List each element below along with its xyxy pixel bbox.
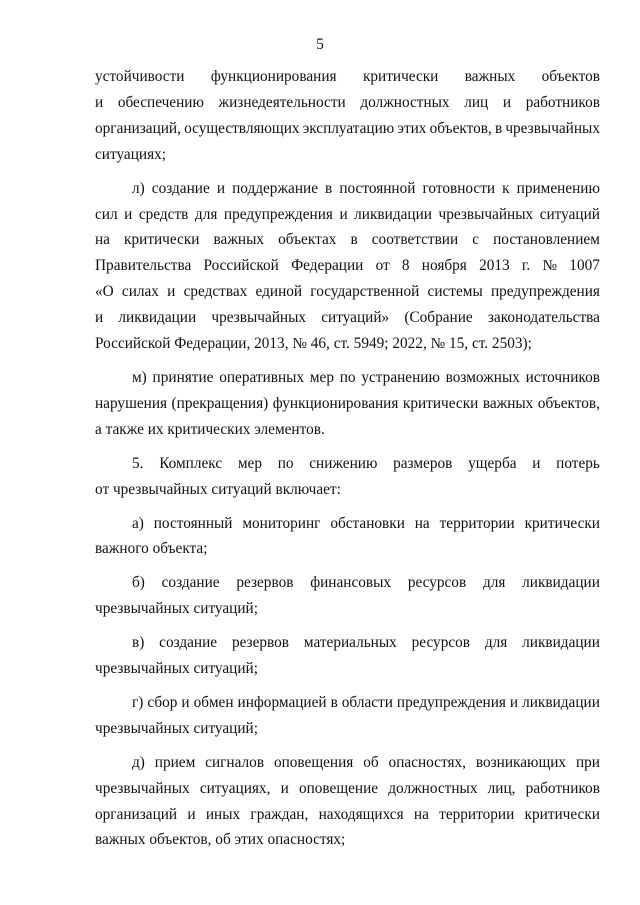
word: поддержание — [232, 179, 318, 197]
word: чрезвычайных — [438, 205, 534, 223]
paragraph-p_d — [95, 750, 600, 854]
word: г. — [521, 257, 531, 275]
text-line — [95, 176, 600, 202]
word: (прекращения) — [171, 394, 269, 412]
word: а) — [132, 514, 144, 532]
word: применению — [516, 179, 600, 197]
text-line: от чрезвычайных ситуаций включает: — [95, 480, 341, 498]
word: возникающих — [475, 753, 567, 771]
word: в — [330, 693, 338, 711]
word: чрезвычайных — [95, 779, 190, 797]
word: постоянной — [339, 179, 416, 197]
word: (Собрание — [404, 309, 473, 327]
word: критически — [362, 68, 439, 85]
text-line — [95, 64, 600, 90]
word: материальных — [303, 634, 397, 652]
word: для — [194, 205, 218, 223]
word: Правительства — [95, 257, 192, 275]
word: информацией — [237, 693, 327, 711]
word: критически — [402, 394, 479, 412]
word: возможных — [445, 368, 520, 386]
word: ликвидации — [354, 205, 432, 223]
word: источников — [525, 368, 600, 386]
word: и — [181, 693, 190, 711]
word: системы — [427, 283, 483, 301]
word: с — [472, 231, 480, 249]
word: ноября — [421, 257, 467, 275]
paragraph-p_a — [95, 511, 600, 563]
word: 8 — [401, 257, 410, 275]
paragraph-p_m — [95, 365, 600, 443]
text-line — [95, 570, 600, 596]
word: постоянный — [153, 514, 233, 532]
text-line — [95, 451, 600, 477]
paragraph-p_5 — [95, 451, 600, 503]
word: создание — [159, 634, 218, 652]
word: организаций, — [95, 119, 181, 137]
word: средств — [138, 205, 189, 223]
text-line: ситуациях; — [95, 145, 167, 163]
word: граждан, — [250, 805, 309, 823]
word: и — [95, 309, 104, 327]
word: мониторинг — [242, 514, 321, 532]
text-line — [95, 116, 600, 142]
word: ресурсов — [411, 634, 471, 652]
word: единой — [255, 283, 303, 301]
document-body — [95, 64, 600, 861]
word: ликвидации — [522, 574, 600, 592]
word: объектов, — [537, 394, 600, 412]
word: и — [280, 779, 289, 797]
word: работников — [525, 779, 600, 797]
word: б) — [132, 574, 145, 592]
word: г) — [132, 693, 144, 711]
word: Российской — [203, 257, 279, 275]
word: и — [187, 805, 196, 823]
text-line — [95, 90, 600, 116]
word: обмен — [193, 693, 234, 711]
word: соответствии — [371, 231, 459, 249]
word: устранению — [361, 368, 440, 386]
word: ресурсов — [407, 574, 467, 592]
word: и — [216, 179, 225, 197]
text-line — [95, 253, 600, 279]
word: критически — [524, 805, 600, 823]
word: размеров — [393, 454, 453, 472]
word: этих — [397, 119, 427, 137]
word: в) — [132, 634, 145, 652]
word: для — [482, 574, 506, 592]
word: оповещение — [298, 779, 379, 797]
word: на — [95, 231, 110, 249]
word: ущерба — [468, 454, 517, 472]
word: «О — [95, 283, 114, 301]
word: предупреждения — [396, 693, 506, 711]
word: эксплуатацию — [302, 119, 395, 137]
text-line — [95, 630, 600, 656]
word: предупреждения — [223, 205, 333, 223]
text-line — [95, 511, 600, 537]
word: сил — [95, 205, 118, 223]
text-line — [95, 391, 600, 417]
word: Федерации — [291, 257, 364, 275]
word: чрезвычайных — [505, 119, 600, 137]
word: оперативных — [219, 368, 305, 386]
word: об — [363, 753, 379, 771]
word: мер — [309, 368, 334, 386]
paragraph-p_v — [95, 630, 600, 682]
text-line — [95, 305, 600, 331]
word: важных — [482, 394, 534, 412]
word: сбор — [147, 693, 178, 711]
word: обеспечению — [117, 93, 204, 111]
word: ликвидации — [118, 309, 197, 327]
word: и — [339, 205, 348, 223]
word: и — [167, 283, 176, 301]
word: л) — [132, 179, 145, 197]
word: готовности — [422, 179, 496, 197]
word: ликвидации — [522, 693, 600, 711]
word: устойчивости — [95, 68, 185, 85]
word: нарушения — [95, 394, 168, 412]
word: опасностях, — [388, 753, 466, 771]
paragraph-p_b — [95, 570, 600, 622]
word: ситуаций — [539, 205, 600, 223]
word: м) — [132, 368, 147, 386]
paragraph-p_l — [95, 176, 600, 357]
word: государственной — [310, 283, 420, 301]
word: территории — [439, 514, 515, 532]
word: функционирования — [272, 394, 399, 412]
word: лиц, — [487, 779, 516, 797]
word: ситуаций» — [321, 309, 390, 327]
word: критически — [124, 231, 200, 249]
text-line: чрезвычайных ситуаций; — [95, 719, 258, 737]
word: осуществляющих — [184, 119, 300, 137]
word: лиц — [464, 93, 489, 111]
word: для — [484, 634, 508, 652]
paragraph-p_g — [95, 690, 600, 742]
word: работников — [525, 93, 600, 111]
word: и — [124, 205, 133, 223]
text-line — [95, 202, 600, 228]
text-line — [95, 365, 600, 391]
text-line — [95, 279, 600, 305]
word: в — [494, 119, 503, 137]
word: ситуациях, — [199, 779, 271, 797]
word: критически — [524, 514, 600, 532]
word: иных — [205, 805, 241, 823]
word: предупреждения — [490, 283, 600, 301]
word: создание — [151, 179, 210, 197]
word: 2013 — [479, 257, 510, 275]
word: сигналов — [205, 753, 265, 771]
word: постановлением — [493, 231, 600, 249]
word: законодательства — [487, 309, 600, 327]
word: средствах — [183, 283, 248, 301]
word: 5. — [132, 454, 144, 472]
page-number: 5 — [316, 36, 324, 53]
word: резервов — [231, 634, 290, 652]
text-line — [95, 227, 600, 253]
word: силах — [121, 283, 159, 301]
word: на — [413, 805, 429, 823]
word: от — [375, 257, 390, 275]
word: находящихся — [318, 805, 404, 823]
word: территории — [439, 805, 515, 823]
paragraph-p0 — [95, 64, 600, 168]
text-line — [95, 750, 600, 776]
word: в — [350, 231, 358, 249]
word: 1007 — [569, 257, 600, 275]
text-line: важных объектов, об этих опасностях; — [95, 831, 346, 849]
text-line — [95, 690, 600, 716]
word: при — [575, 753, 600, 771]
word: должностных — [388, 779, 478, 797]
word: снижению — [309, 454, 378, 472]
text-line: Российской Федерации, 2013, № 46, ст. 5949; 2022, № 15, ст. 2503); — [95, 335, 532, 353]
word: должностных — [360, 93, 450, 111]
word: оповещения — [273, 753, 354, 771]
text-line: а также их критических элементов. — [95, 420, 325, 438]
word: № — [542, 257, 558, 275]
word: мер — [237, 454, 262, 472]
word: и — [502, 93, 512, 111]
word: ликвидации — [522, 634, 600, 652]
word: прием — [154, 753, 196, 771]
word: принятие — [152, 368, 214, 386]
word: к — [502, 179, 510, 197]
word: Комплекс — [159, 454, 223, 472]
text-line: чрезвычайных ситуаций; — [95, 660, 258, 678]
word: обстановки — [330, 514, 405, 532]
word: важных — [464, 68, 516, 85]
word: потерь — [556, 454, 600, 472]
word: по — [277, 454, 294, 472]
word: важных — [213, 231, 265, 249]
text-line — [95, 802, 600, 828]
word: финансовых — [310, 574, 392, 592]
word: объектов, — [429, 119, 492, 137]
word: резервов — [236, 574, 294, 592]
word: создание — [161, 574, 220, 592]
word: области — [341, 693, 393, 711]
word: и — [95, 93, 104, 111]
word: жизнедеятельности — [218, 93, 346, 111]
text-line — [95, 776, 600, 802]
word: и — [532, 454, 541, 472]
word: организаций — [95, 805, 178, 823]
word: на — [414, 514, 430, 532]
text-line: чрезвычайных ситуаций; — [95, 600, 258, 618]
word: объектах — [278, 231, 337, 249]
text-line: важного объекта; — [95, 540, 208, 558]
word: в — [325, 179, 333, 197]
word: и — [509, 693, 519, 711]
word: д) — [132, 753, 145, 771]
word: функционирования — [210, 68, 337, 85]
word: по — [339, 368, 356, 386]
word: объектов — [541, 68, 600, 85]
word: чрезвычайных — [211, 309, 307, 327]
